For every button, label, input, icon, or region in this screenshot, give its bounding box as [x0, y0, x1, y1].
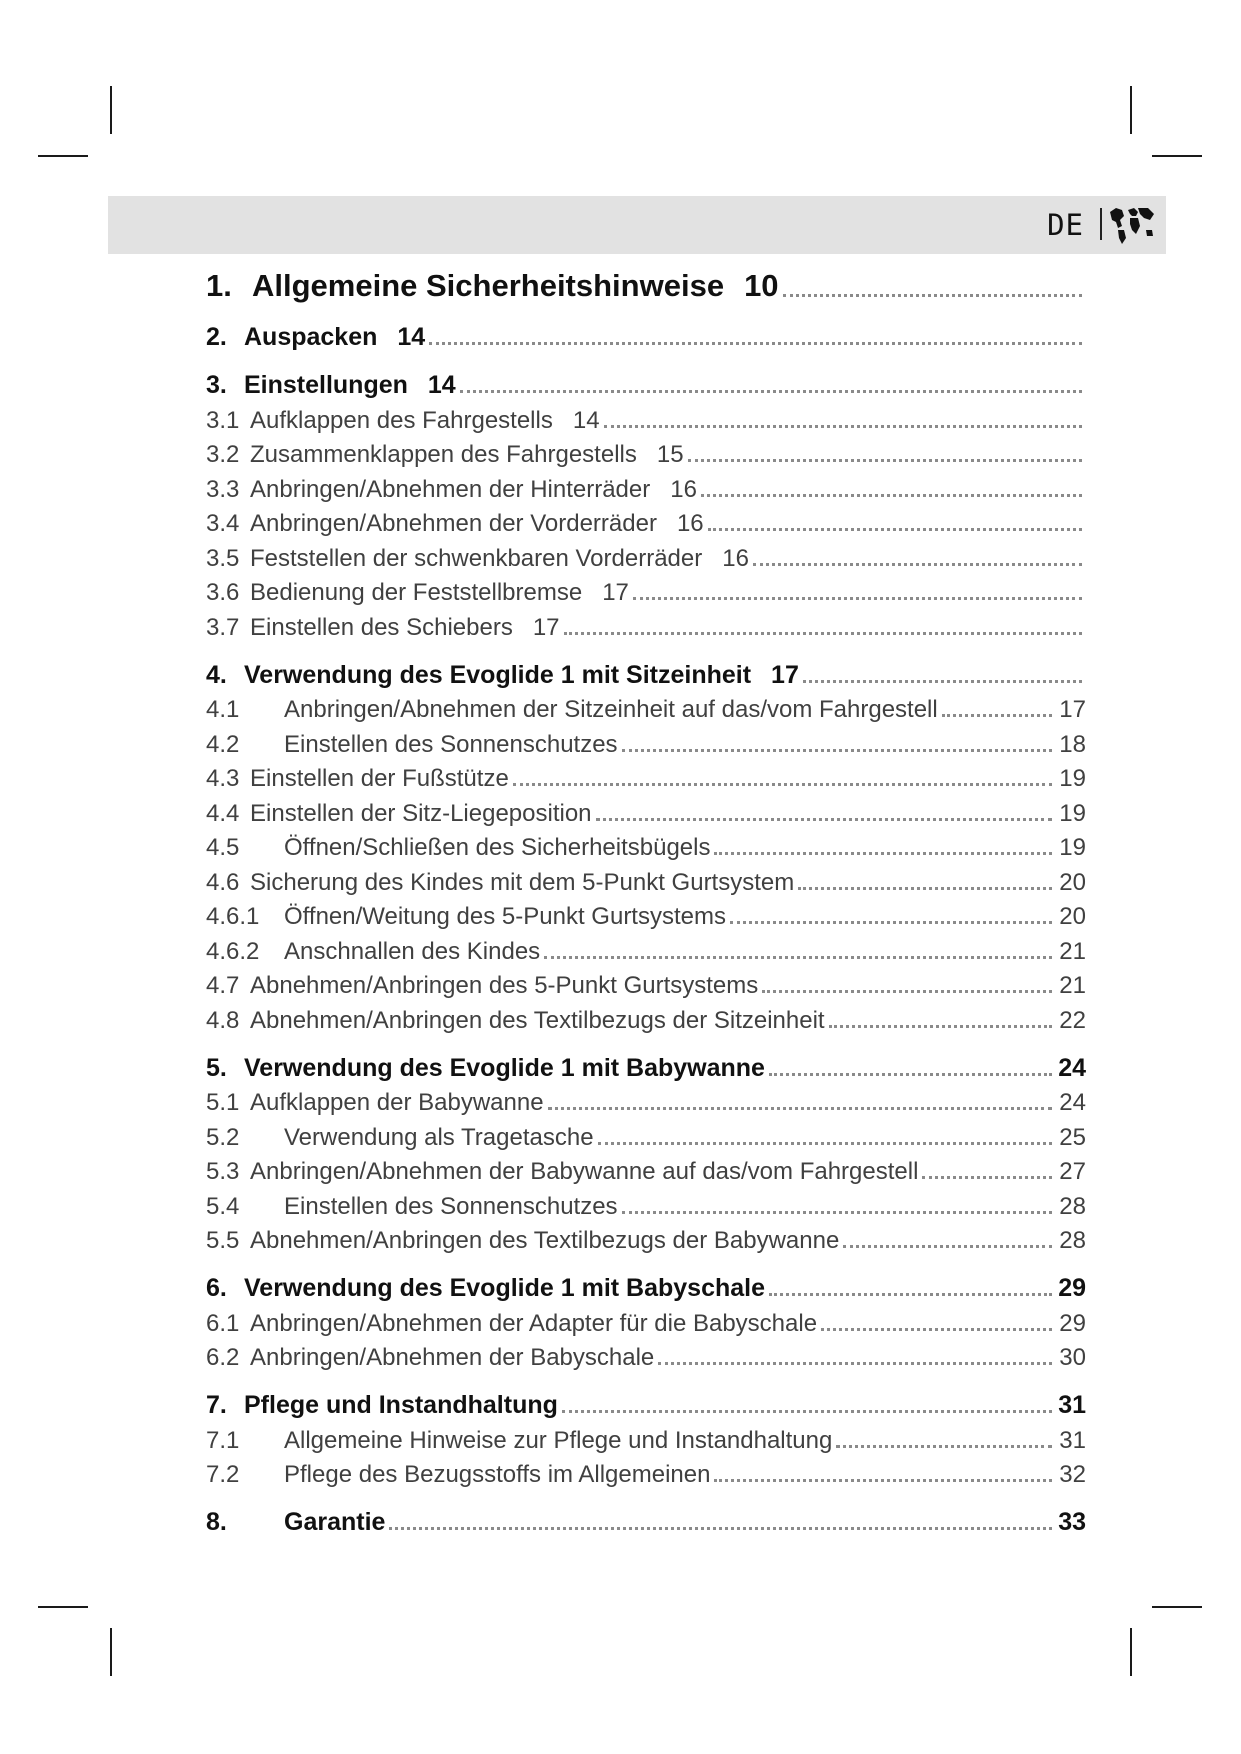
toc-entry-number: 5.2	[206, 1123, 240, 1151]
dot-leader	[460, 390, 1082, 393]
toc-entry-title: Aufklappen des Fahrgestells	[250, 406, 553, 434]
toc-entry-page: 21	[1059, 937, 1086, 965]
toc-entry[interactable]	[206, 366, 1086, 400]
toc-entry[interactable]	[206, 1455, 1086, 1490]
crop-mark	[110, 86, 112, 134]
toc-entry[interactable]	[206, 793, 1086, 828]
dot-leader	[513, 783, 1052, 786]
dot-leader	[762, 990, 1052, 993]
toc-entry-title: Pflege und Instandhaltung	[244, 1391, 558, 1419]
toc-entry-page: 22	[1059, 1006, 1086, 1034]
toc-entry-page: 17	[532, 613, 560, 641]
toc-entry-page: 16	[676, 510, 704, 537]
dot-leader	[836, 1445, 1052, 1448]
toc-entry-page: 29	[1058, 1274, 1086, 1302]
toc-entry-title: Verwendung als Tragetasche	[284, 1123, 594, 1151]
dot-leader	[622, 1211, 1052, 1214]
dot-leader	[548, 1107, 1052, 1110]
toc-entry[interactable]	[206, 607, 1086, 642]
toc-entry-page: 29	[1059, 1309, 1086, 1337]
dot-leader	[783, 294, 1082, 297]
toc-entry[interactable]	[206, 1221, 1086, 1256]
toc-entry-title: Verwendung des Evoglide 1 mit Sitzeinheit	[244, 660, 752, 689]
toc-entry-number: 3.4	[206, 510, 240, 537]
toc-entry-page: 16	[722, 544, 749, 572]
toc-entry-number: 6.2	[206, 1344, 240, 1371]
dot-leader	[389, 1527, 1052, 1530]
toc-entry-title: Einstellungen	[244, 371, 408, 399]
crop-mark	[1130, 1628, 1132, 1676]
toc-entry-title: Pflege des Bezugsstoffs im Allgemeinen	[284, 1461, 711, 1488]
toc-entry-page: 33	[1058, 1508, 1086, 1536]
toc-entry-title: Anbringen/Abnehmen der Sitzeinheit auf das/vom Fahrgestell	[284, 696, 938, 723]
toc-entry-page: 16	[670, 475, 697, 503]
toc-entry-page: 30	[1059, 1344, 1086, 1371]
dot-leader	[730, 921, 1052, 924]
toc-entry-page: 27	[1059, 1158, 1086, 1185]
toc-entry-number: 4.	[206, 660, 227, 689]
dot-leader	[633, 597, 1082, 600]
toc-entry-page: 18	[1059, 730, 1086, 758]
dot-leader	[564, 632, 1082, 635]
crop-mark	[38, 1606, 88, 1608]
toc-entry[interactable]	[206, 262, 1086, 304]
toc-entry-page: 24	[1059, 1089, 1086, 1116]
toc-entry[interactable]	[206, 724, 1086, 759]
toc-entry-page: 19	[1059, 834, 1086, 861]
toc-entry[interactable]	[206, 1503, 1086, 1537]
toc-entry-number: 7.2	[206, 1461, 240, 1488]
toc-entry-number: 4.3	[206, 765, 240, 792]
toc-entry-number: 7.1	[206, 1426, 240, 1454]
toc-entry-title: Auspacken	[244, 323, 378, 351]
toc-entry-number: 4.6.1	[206, 903, 260, 930]
toc-entry-number: 3.7	[206, 613, 240, 641]
toc-entry[interactable]	[206, 469, 1086, 504]
toc-entry-number: 4.6	[206, 868, 240, 896]
toc-entry[interactable]	[206, 1338, 1086, 1373]
toc-entry-title: Verwendung des Evoglide 1 mit Babyschale	[244, 1274, 765, 1302]
toc-entry-title: Einstellen der Sitz-Liegeposition	[250, 799, 592, 827]
toc-entry[interactable]	[206, 538, 1086, 573]
toc-entry-number: 4.1	[206, 696, 240, 723]
toc-entry-title: Anschnallen des Kindes	[284, 937, 541, 965]
toc-entry-title: Allgemeine Hinweise zur Pflege und Instandhaltung	[284, 1426, 833, 1454]
toc-entry-title: Anbringen/Abnehmen der Babywanne auf das/vom Fahrgestell	[250, 1158, 919, 1185]
dot-leader	[708, 528, 1082, 531]
toc-entry-page: 28	[1059, 1192, 1086, 1220]
world-map-icon	[1106, 204, 1156, 246]
toc-entry-number: 1.	[206, 268, 232, 303]
toc-entry[interactable]	[206, 656, 1086, 690]
header-banner	[108, 196, 1166, 254]
toc-entry[interactable]	[206, 897, 1086, 932]
toc-entry-number: 2.	[206, 323, 227, 351]
crop-mark	[38, 155, 88, 157]
toc-entry[interactable]	[206, 1303, 1086, 1338]
toc-entry-page: 21	[1059, 972, 1086, 999]
toc-entry[interactable]	[206, 1083, 1086, 1118]
toc-entry-number: 4.8	[206, 1006, 240, 1034]
crop-mark	[1130, 86, 1132, 134]
toc-entry-page: 24	[1058, 1053, 1086, 1082]
toc-entry-page: 17	[771, 660, 799, 689]
toc-entry-title: Anbringen/Abnehmen der Adapter für die Babyschale	[250, 1309, 818, 1337]
dot-leader	[544, 956, 1052, 959]
toc-entry-number: 6.	[206, 1274, 227, 1302]
toc-entry-title: Öffnen/Weitung des 5-Punkt Gurtsystems	[284, 903, 726, 930]
toc-entry[interactable]	[206, 1420, 1086, 1455]
dot-leader	[598, 1142, 1052, 1145]
toc-entry[interactable]	[206, 931, 1086, 966]
toc-entry-number: 3.3	[206, 475, 240, 503]
toc-entry-title: Aufklappen der Babywanne	[250, 1089, 544, 1116]
crop-mark	[1152, 1606, 1202, 1608]
toc-entry[interactable]	[206, 1117, 1086, 1152]
toc-entry-title: Verwendung des Evoglide 1 mit Babywanne	[244, 1053, 765, 1082]
crop-mark	[1152, 155, 1202, 157]
toc-entry-number: 3.2	[206, 441, 240, 468]
dot-leader	[688, 459, 1082, 462]
dot-leader	[769, 1073, 1052, 1076]
toc-entry-title: Abnehmen/Anbringen des Textilbezugs der Babywanne	[250, 1227, 840, 1254]
dot-leader	[942, 714, 1052, 717]
toc-entry-title: Abnehmen/Anbringen des 5-Punkt Gurtsystems	[250, 972, 759, 999]
toc-entry[interactable]	[206, 862, 1086, 897]
dot-leader	[922, 1176, 1052, 1179]
toc-entry-number: 3.5	[206, 544, 240, 572]
toc-entry-title: Feststellen der schwenkbaren Vorderräder	[250, 544, 703, 572]
toc-entry-page: 14	[572, 406, 600, 434]
toc-entry-page: 14	[427, 371, 456, 399]
toc-entry-title: Einstellen der Fußstütze	[250, 765, 509, 792]
dot-leader	[622, 749, 1052, 752]
toc-entry-number: 4.7	[206, 972, 240, 999]
toc-entry-title: Abnehmen/Anbringen des Textilbezugs der Sitzeinheit	[250, 1006, 825, 1034]
toc-entry-page: 28	[1059, 1227, 1086, 1254]
toc-entry[interactable]	[206, 1152, 1086, 1187]
toc-entry-number: 4.2	[206, 730, 240, 758]
dot-leader	[562, 1410, 1052, 1413]
toc-entry-number: 6.1	[206, 1309, 240, 1337]
toc-entry-page: 20	[1059, 903, 1086, 930]
toc-entry-number: 3.1	[206, 406, 240, 434]
toc-entry-number: 8.	[206, 1508, 227, 1536]
toc-entry[interactable]	[206, 966, 1086, 1001]
toc-entry-number: 5.	[206, 1053, 227, 1082]
toc-entry[interactable]	[206, 759, 1086, 794]
toc-entry-number: 5.1	[206, 1089, 240, 1116]
toc-entry-number: 4.4	[206, 799, 240, 827]
toc-entry[interactable]	[206, 400, 1086, 435]
toc-entry-title: Zusammenklappen des Fahrgestells	[250, 441, 637, 468]
toc-entry-title: Anbringen/Abnehmen der Vorderräder	[250, 510, 657, 537]
dot-leader	[821, 1328, 1052, 1331]
toc-entry[interactable]	[206, 1386, 1086, 1420]
toc-entry-title: Anbringen/Abnehmen der Babyschale	[250, 1344, 655, 1371]
toc-entry-page: 17	[1059, 696, 1086, 723]
toc-entry-title: Sicherung des Kindes mit dem 5-Punkt Gurtsystem	[250, 868, 795, 896]
dot-leader	[596, 818, 1052, 821]
toc-entry-title: Öffnen/Schließen des Sicherheitsbügels	[284, 834, 711, 861]
toc-entry[interactable]	[206, 1186, 1086, 1221]
toc-entry-page: 31	[1058, 1391, 1086, 1419]
dot-leader	[604, 425, 1082, 428]
crop-mark	[110, 1628, 112, 1676]
dot-leader	[429, 342, 1082, 345]
toc-entry-page: 32	[1059, 1461, 1086, 1488]
toc-entry-page: 10	[744, 268, 779, 303]
toc-entry[interactable]	[206, 690, 1086, 725]
toc-entry[interactable]	[206, 828, 1086, 863]
toc-entry[interactable]	[206, 318, 1086, 352]
toc-entry[interactable]	[206, 1049, 1086, 1083]
table-of-contents	[206, 262, 1086, 1537]
toc-entry[interactable]	[206, 504, 1086, 539]
language-code: DE	[1047, 208, 1084, 242]
toc-entry-title: Einstellen des Sonnenschutzes	[284, 730, 618, 758]
toc-entry-number: 5.4	[206, 1192, 240, 1220]
toc-entry-page: 14	[397, 323, 426, 351]
toc-entry-page: 19	[1059, 765, 1086, 792]
toc-entry-title: Bedienung der Feststellbremse	[250, 579, 583, 606]
dot-leader	[798, 887, 1052, 890]
dot-leader	[769, 1293, 1052, 1296]
dot-leader	[714, 852, 1052, 855]
dot-leader	[753, 563, 1082, 566]
dot-leader	[701, 494, 1082, 497]
toc-entry[interactable]	[206, 1269, 1086, 1303]
toc-entry-title: Garantie	[284, 1508, 386, 1536]
toc-entry[interactable]	[206, 435, 1086, 470]
dot-leader	[658, 1362, 1052, 1365]
toc-entry-number: 5.5	[206, 1227, 240, 1254]
toc-entry-number: 3.6	[206, 579, 240, 606]
toc-entry-title: Einstellen des Sonnenschutzes	[284, 1192, 618, 1220]
dot-leader	[714, 1479, 1052, 1482]
toc-entry-page: 15	[656, 441, 684, 468]
toc-entry-title: Einstellen des Schiebers	[250, 613, 513, 641]
toc-entry-number: 5.3	[206, 1158, 240, 1185]
toc-entry-page: 19	[1059, 799, 1086, 827]
dot-leader	[803, 680, 1082, 683]
toc-entry-page: 25	[1059, 1123, 1086, 1151]
dot-leader	[829, 1025, 1052, 1028]
toc-entry-number: 4.5	[206, 834, 240, 861]
toc-entry-number: 4.6.2	[206, 937, 260, 965]
divider	[1100, 208, 1102, 240]
toc-entry[interactable]	[206, 573, 1086, 608]
toc-entry-title: Allgemeine Sicherheitshinweise	[252, 268, 725, 303]
toc-entry-page: 20	[1059, 868, 1086, 896]
toc-entry-page: 31	[1059, 1426, 1086, 1454]
toc-entry-number: 7.	[206, 1391, 227, 1419]
toc-entry-number: 3.	[206, 371, 227, 399]
toc-entry[interactable]	[206, 1000, 1086, 1035]
toc-entry-page: 17	[602, 579, 629, 606]
dot-leader	[843, 1245, 1052, 1248]
toc-entry-title: Anbringen/Abnehmen der Hinterräder	[250, 475, 651, 503]
